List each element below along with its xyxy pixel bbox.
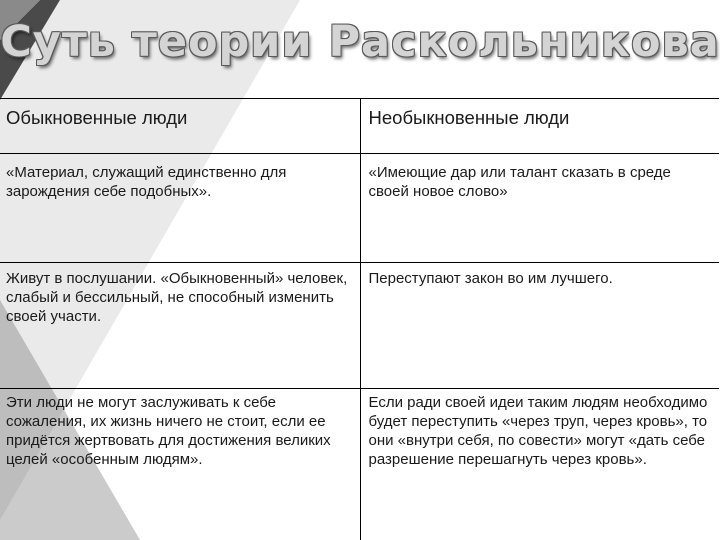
comparison-table xyxy=(0,98,719,540)
table-cell: Переступают закон во им лучшего. xyxy=(360,263,719,389)
table-cell: Эти люди не могут заслуживать к себе сожаления, их жизнь ничего не стоит, если ее придётся жертвовать для достижения великих целей «особенным людям». xyxy=(0,389,360,540)
table-row xyxy=(0,263,719,389)
header-ordinary-people: Обыкновенные люди xyxy=(0,99,360,154)
table-header-row xyxy=(0,99,719,154)
table-cell: «Имеющие дар или талант сказать в среде своей новое слово» xyxy=(360,154,719,263)
table-cell: «Материал, служащий единственно для зарождения себе подобных». xyxy=(0,154,360,263)
slide-title: Суть теории Раскольникова xyxy=(0,17,720,67)
table-cell: Живут в послушании. «Обыкновенный» человек, слабый и бессильный, не способный изменить своей участи. xyxy=(0,263,360,389)
table-row xyxy=(0,154,719,263)
table-row xyxy=(0,389,719,540)
table-cell: Если ради своей идеи таким людям необходимо будет переступить «через труп, через кровь», то они «внутри себя, по совести» могут «дать себе разрешение перешагнуть через кровь». xyxy=(360,389,719,540)
header-extraordinary-people: Необыкновенные люди xyxy=(360,99,719,154)
